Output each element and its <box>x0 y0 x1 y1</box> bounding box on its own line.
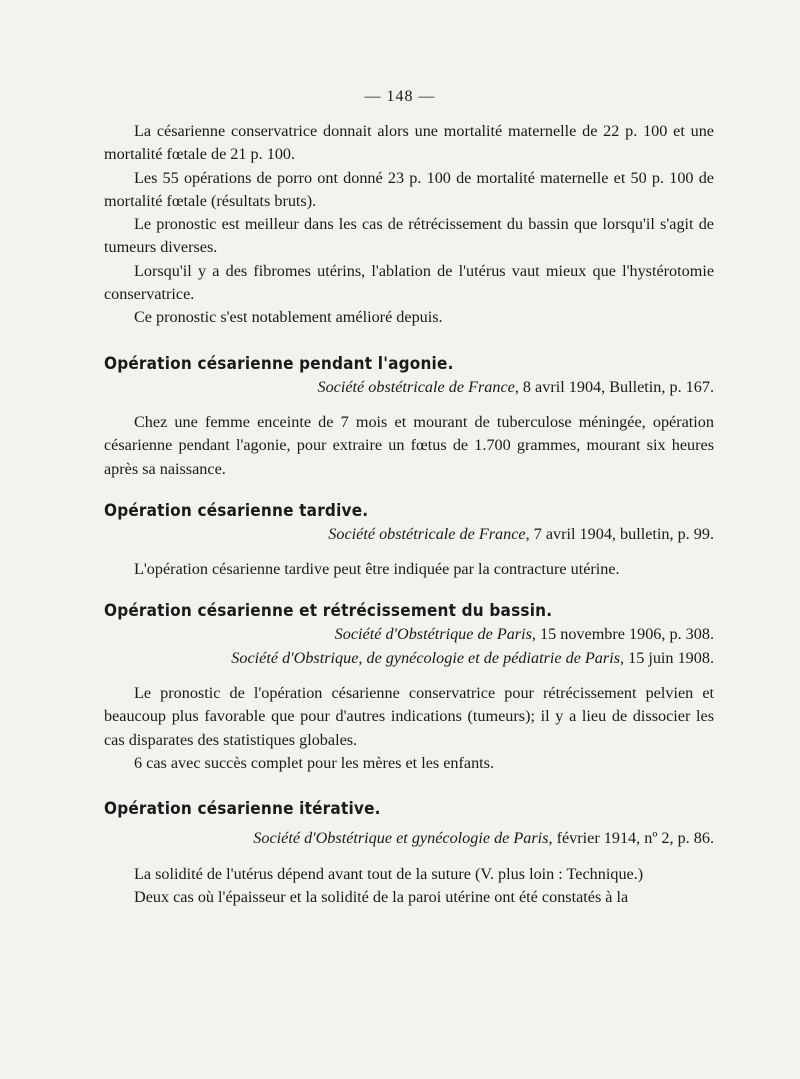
section-reference <box>104 647 714 670</box>
page-body <box>104 120 714 909</box>
reference-source: Société d'Obstétrique et gynécologie de Paris <box>253 829 549 848</box>
section-paragraph: 6 cas avec succès complet pour les mères et les enfants. <box>134 753 495 772</box>
section-paragraph: L'opération césarienne tardive peut être indiquée par la contracture utérine. <box>134 560 620 579</box>
reference-details: , 15 novembre 1906, p. 308. <box>531 625 714 644</box>
reference-source: Société obstétricale de France <box>328 524 526 543</box>
intro-paragraph-1: La césarienne conservatrice donnait alors une mortalité maternelle de 22 p. 100 et une mortalité fœtale de 21 p. 100. <box>104 122 714 164</box>
intro-paragraph-4: Lorsqu'il y a des fibromes utérins, l'ablation de l'utérus vaut mieux que l'hystérotomie conservatrice. <box>104 261 714 304</box>
section-title-iterative: Opération césarienne itérative. <box>104 799 381 820</box>
section-paragraph: Le pronostic de l'opération césarienne conservatrice pour rétrécissement pelvien et beaucoup plus favorable que pour d'autres indications (tumeurs); il y a lieu de dissocier les cas disparates des statistiques globales. <box>104 684 714 749</box>
section-reference <box>104 623 714 646</box>
section-reference <box>104 376 714 399</box>
section-title-bassin: Opération césarienne et rétrécissement du bassin. <box>104 601 553 622</box>
section-title-agonie: Opération césarienne pendant l'agonie. <box>104 353 454 374</box>
section-title-tardive: Opération césarienne tardive. <box>104 500 369 521</box>
intro-paragraph-2: Les 55 opérations de porro ont donné 23 p. 100 de mortalité maternelle et 50 p. 100 de mortalité fœtale (résultats bruts). <box>104 168 714 210</box>
reference-source: Société d'Obstétrique de Paris <box>334 625 532 644</box>
section-paragraph: Chez une femme enceinte de 7 mois et mourant de tuberculose méningée, opération césarienne pendant l'agonie, pour extraire un fœtus de 1.700 grammes, mourant six heures après sa naissance. <box>104 412 714 478</box>
reference-source: Société obstétricale de France <box>317 377 515 396</box>
reference-source: Société d'Obstrique, de gynécologie et de pédiatrie de Paris <box>231 648 621 667</box>
intro-paragraph-5: Ce pronostic s'est notablement amélioré depuis. <box>134 308 443 327</box>
section-reference <box>104 827 714 850</box>
reference-details: , février 1914, nº 2, p. 86. <box>548 829 714 848</box>
page-number: — 148 — <box>364 88 436 105</box>
reference-details: , 15 juin 1908. <box>620 648 714 667</box>
reference-details: , 8 avril 1904, Bulletin, p. 167. <box>514 377 714 396</box>
section-reference <box>104 523 714 546</box>
intro-paragraph-3: Le pronostic est meilleur dans les cas de rétrécissement du bassin que lorsqu'il s'agit de tumeurs diverses. <box>104 215 714 257</box>
section-paragraph: La solidité de l'utérus dépend avant tout de la suture (V. plus loin : Technique.) <box>134 864 644 883</box>
section-paragraph: Deux cas où l'épaisseur et la solidité de la paroi utérine ont été constatés à la <box>134 887 629 906</box>
reference-details: , 7 avril 1904, bulletin, p. 99. <box>525 524 714 543</box>
